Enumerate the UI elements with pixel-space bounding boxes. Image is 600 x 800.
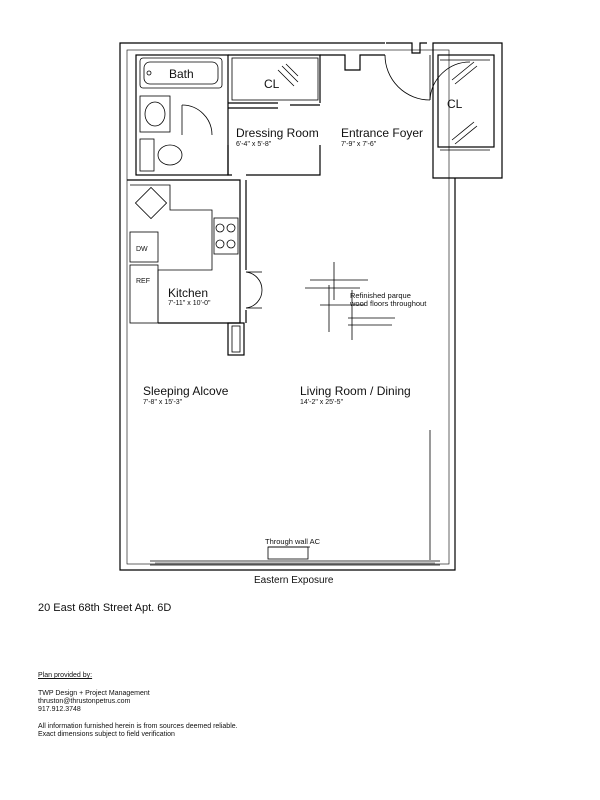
kitchen-label: Kitchen — [168, 286, 209, 300]
ac-note: Through wall AC — [265, 537, 321, 546]
company-phone: 917.912.3748 — [38, 706, 81, 713]
foyer-label: Entrance Foyer — [341, 126, 424, 140]
floor-note-line2: wood floors throughout — [350, 299, 427, 308]
closet-right-label: CL — [447, 97, 463, 111]
bath-label: Bath — [169, 67, 194, 81]
sleeping-alcove-label: Sleeping Alcove — [143, 384, 229, 398]
company-email: thruston@thrustonpetrus.com — [38, 698, 131, 705]
floor-note-line1: Refinished parque — [350, 291, 411, 300]
kitchen-room — [127, 180, 262, 355]
dishwasher-label: DW — [136, 246, 148, 253]
foyer-dim: 7'-9" x 7'-6" — [341, 141, 377, 148]
foyer-doors — [385, 55, 470, 100]
disclaimer-line2: Exact dimensions subject to field verification — [38, 731, 175, 738]
living-room-label: Living Room / Dining — [300, 384, 411, 398]
refrigerator-label: REF — [136, 278, 150, 285]
exposure-note: Eastern Exposure — [254, 575, 334, 586]
address: 20 East 68th Street Apt. 6D — [38, 602, 172, 614]
closet-left-label: CL — [264, 77, 280, 91]
sleeping-alcove-dim: 7'-8" x 15'-3" — [143, 399, 183, 406]
ac-unit — [268, 547, 310, 559]
dressing-room-dim: 6'-4" x 5'-8" — [236, 141, 272, 148]
dressing-room-label: Dressing Room — [236, 126, 319, 140]
disclaimer-line1: All information furnished herein is from sources deemed reliable. — [38, 723, 238, 730]
company-name: TWP Design + Project Management — [38, 690, 150, 697]
dressing-room — [228, 55, 385, 175]
plan-credit-heading: Plan provided by: — [38, 672, 93, 679]
living-room-dim: 14'-2" x 25'-5" — [300, 399, 344, 406]
kitchen-dim: 7'-11" x 10'-0" — [168, 300, 211, 307]
